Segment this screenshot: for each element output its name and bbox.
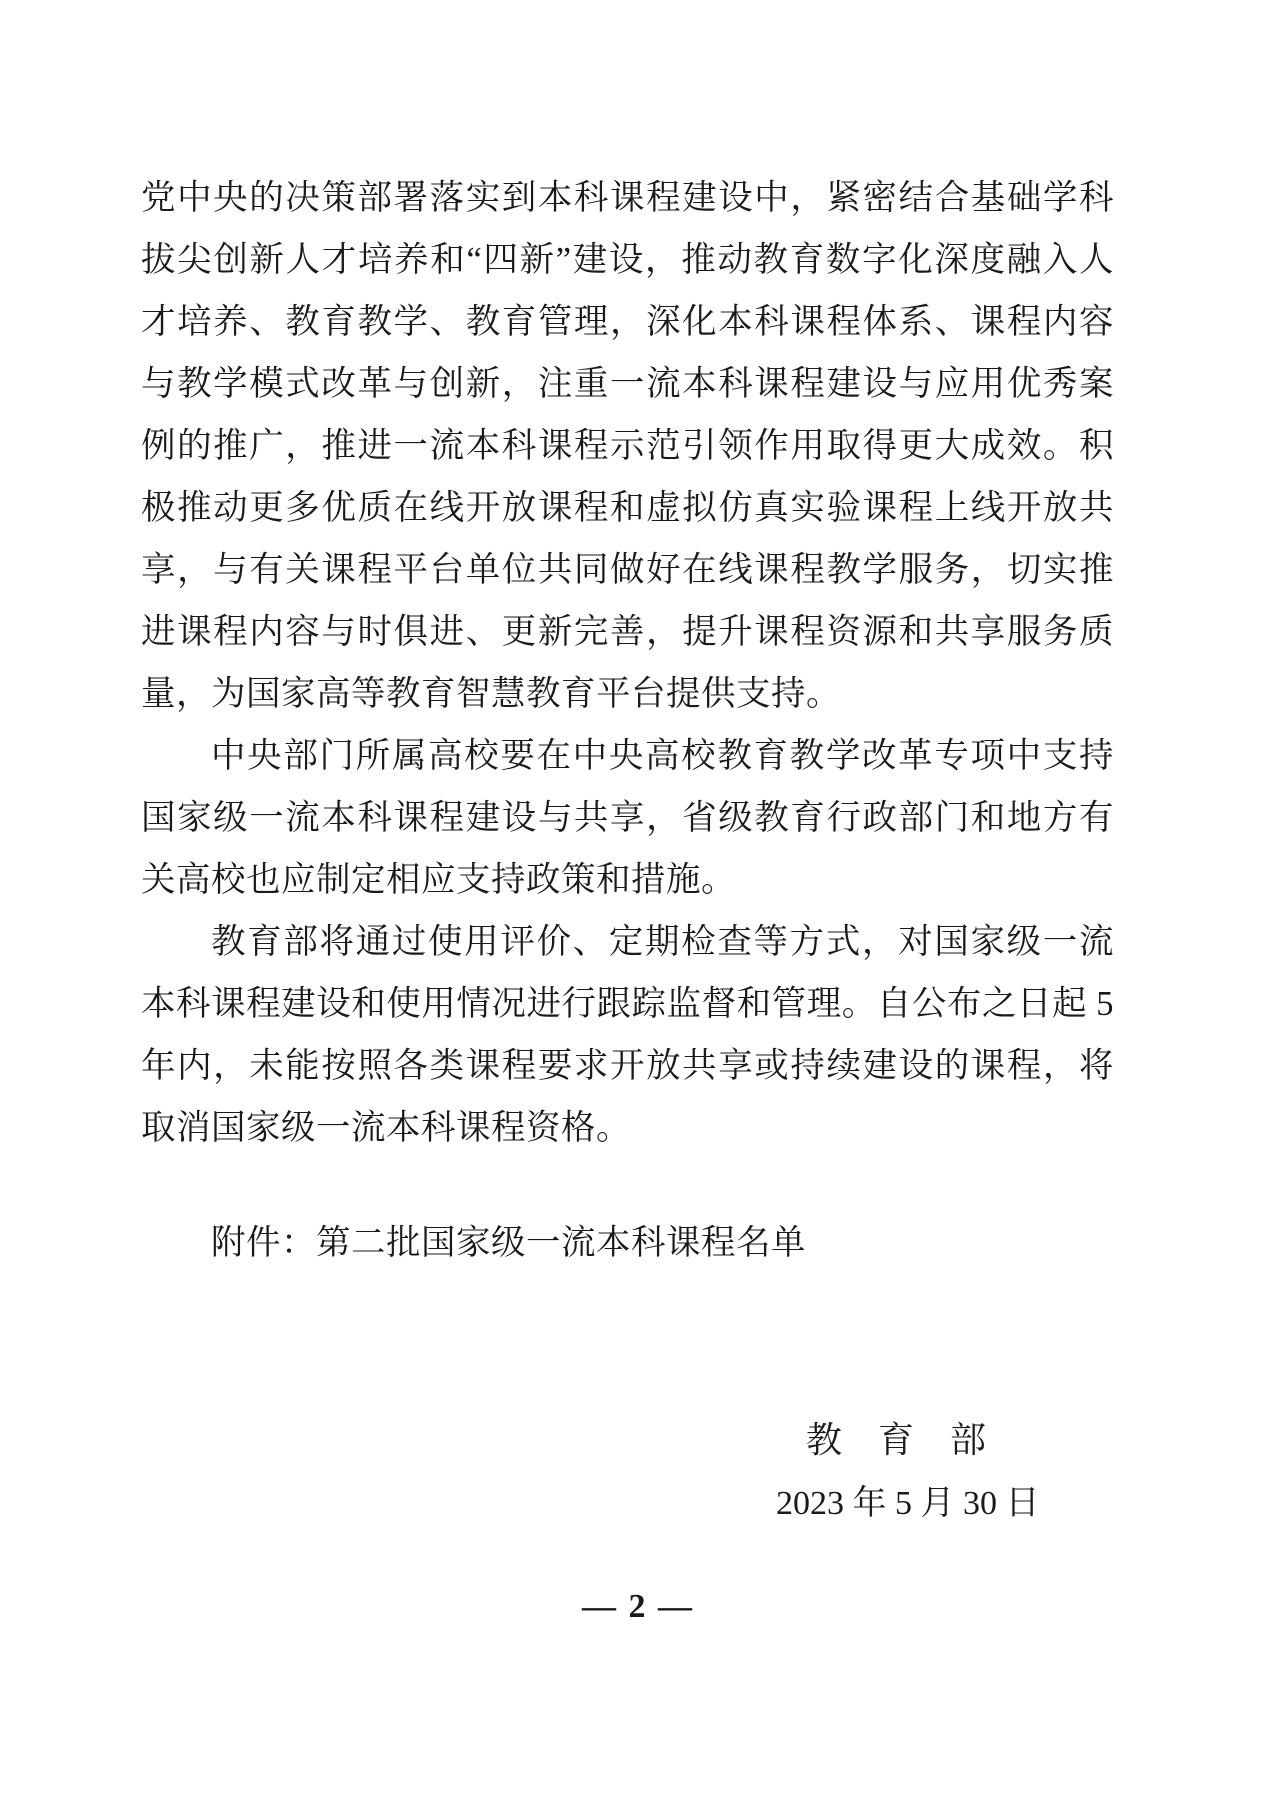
paragraph-continuation: 党中央的决策部署落实到本科课程建设中，紧密结合基础学科拔尖创新人才培养和“四新”建设，推动教育数字化深度融入人才培养、教育教学、教育管理，深化本科课程体系、课程内容与教学模式改革与创新，注重一流本科课程建设与应用优秀案例的推广，推进一流本科课程示范引领作用取得更大成效。积极推动更多优质在线开放课程和虚拟仿真实验课程上线开放共享，与有关课程平台单位共同做好在线课程教学服务，切实推进课程内容与时俱进、更新完善，提升课程资源和共享服务质量，为国家高等教育智慧教育平台提供支持。 — [141, 179, 1114, 713]
issuer-signature: 教 育 部 — [806, 1420, 987, 1460]
paragraph: 中央部门所属高校要在中央高校教育教学改革专项中支持国家级一流本科课程建设与共享，省级教育行政部门和地方有关高校也应制定相应支持政策和措施。 — [141, 737, 1114, 899]
paragraph: 教育部将通过使用评价、定期检查等方式，对国家级一流本科课程建设和使用情况进行跟踪监督和管理。自公布之日起 5 年内，未能按照各类课程要求开放共享或持续建设的课程，将取消国家级一流本科课程资格。 — [141, 923, 1114, 1147]
document-body — [141, 167, 1114, 1159]
issue-date: 2023 年 5 月 30 日 — [776, 1485, 1040, 1522]
attachment-note: 附件：第二批国家级一流本科课程名单 — [211, 1224, 806, 1262]
page-number: — 2 — — [582, 1588, 694, 1625]
